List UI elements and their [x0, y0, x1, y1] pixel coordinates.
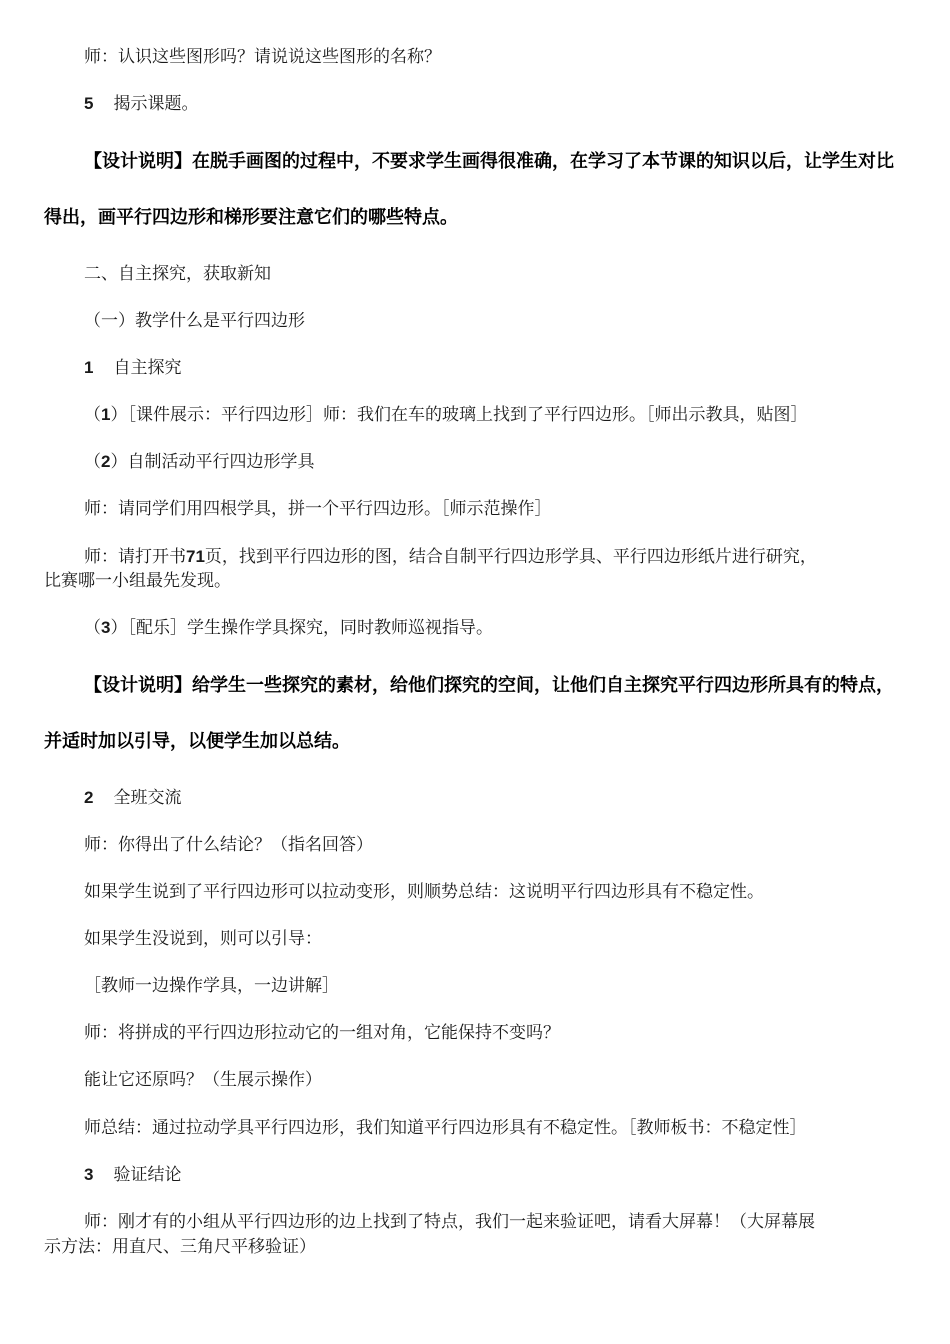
line-text: 师总结：通过拉动学具平行四边形，我们知道平行四边形具有不稳定性。［教师板书：不稳定性］ — [84, 1118, 807, 1138]
text-line — [84, 786, 906, 810]
item-number: 3 — [84, 1165, 94, 1184]
text-line — [84, 45, 906, 69]
text-line — [84, 974, 906, 998]
item-number: 2 — [84, 788, 94, 807]
line-text: ）自制活动平行四边形学具 — [110, 452, 315, 472]
line-text: 自主探究 — [113, 358, 182, 378]
line-text: ）［课件展示：平行四边形］师：我们在车的玻璃上找到了平行四边形。［师出示教具，贴图］ — [110, 405, 808, 425]
line-text: 比赛哪一小组最先发现。 — [44, 571, 231, 591]
line-text: 二、自主探究，获取新知 — [84, 264, 271, 284]
item-number: 2 — [101, 452, 111, 471]
item-number: 3 — [101, 618, 111, 637]
text-line — [84, 927, 906, 951]
text-line — [84, 1116, 906, 1140]
text-line — [84, 356, 906, 380]
line-text: 如果学生说到了平行四边形可以拉动变形，则顺势总结：这说明平行四边形具有不稳定性。 — [84, 882, 764, 902]
text-line — [84, 403, 906, 427]
line-text: 师：刚才有的小组从平行四边形的边上找到了特点，我们一起来验证吧，请看大屏幕！（大屏幕展 — [84, 1212, 815, 1232]
paren: （ — [84, 405, 101, 425]
text-line — [84, 1021, 906, 1045]
line-text: 师：请同学们用四根学具，拼一个平行四边形。［师示范操作］ — [84, 499, 552, 519]
line-text: 师：你得出了什么结论？（指名回答） — [84, 835, 373, 855]
text-line — [84, 497, 906, 521]
line-text: 全班交流 — [113, 788, 182, 808]
text-line — [44, 569, 906, 593]
design-note: 【设计说明】给学生一些探究的素材，给他们探究的空间，让他们自主探究平行四边形所具有的特点，并适时加以引导，以便学生加以总结。 — [44, 675, 894, 751]
line-text: （一）教学什么是平行四边形 — [84, 311, 305, 331]
subsection-heading — [84, 309, 906, 333]
section-heading — [84, 262, 906, 286]
text-line — [84, 1163, 906, 1187]
paren: （ — [84, 452, 101, 472]
design-note: 【设计说明】在脱手画图的过程中，不要求学生画得很准确，在学习了本节课的知识以后，让学生对比得出，画平行四边形和梯形要注意它们的哪些特点。 — [44, 151, 894, 227]
text-line — [84, 545, 906, 569]
text-line — [84, 1210, 906, 1234]
line-text: 师：认识这些图形吗？请说说这些图形的名称？ — [84, 47, 441, 67]
line-text: 师：将拼成的平行四边形拉动它的一组对角，它能保持不变吗？ — [84, 1023, 560, 1043]
text-line — [84, 833, 906, 857]
line-text: 页，找到平行四边形的图，结合自制平行四边形学具、平行四边形纸片进行研究， — [204, 547, 817, 567]
line-text: 示方法：用直尺、三角尺平移验证） — [44, 1237, 316, 1257]
line-text: ［教师一边操作学具，一边讲解］ — [84, 976, 339, 996]
item-number: 1 — [101, 405, 111, 424]
page-number: 71 — [186, 547, 205, 566]
line-text: ）［配乐］学生操作学具探究，同时教师巡视指导。 — [110, 618, 493, 638]
item-number: 5 — [84, 94, 94, 113]
line-text: 揭示课题。 — [113, 94, 199, 114]
line-text: 师：请打开书 — [84, 547, 186, 567]
line-text: 验证结论 — [113, 1165, 182, 1185]
text-line — [84, 880, 906, 904]
text-line — [84, 450, 906, 474]
text-line — [84, 1068, 906, 1092]
text-line — [84, 92, 906, 116]
line-text: 如果学生没说到，则可以引导： — [84, 929, 322, 949]
text-line — [84, 616, 906, 640]
paren: （ — [84, 618, 101, 638]
item-number: 1 — [84, 358, 94, 377]
line-text: 能让它还原吗？（生展示操作） — [84, 1070, 322, 1090]
text-line — [44, 1235, 906, 1259]
